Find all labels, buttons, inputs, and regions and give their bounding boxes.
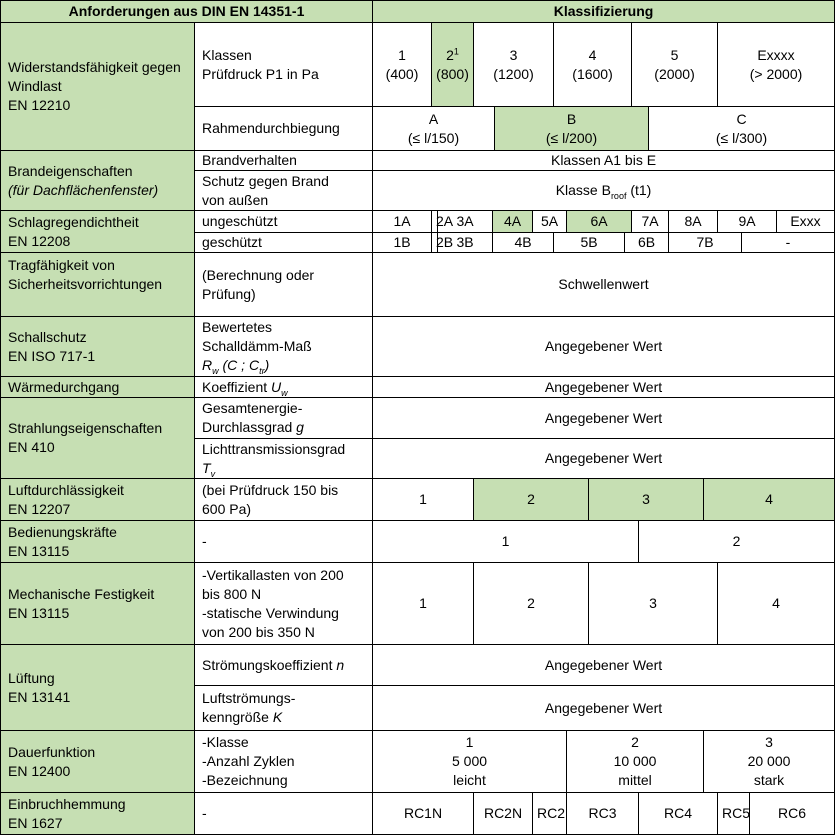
operating-row [1, 521, 835, 563]
safety-row [1, 253, 835, 317]
sound-symbol-r: R [202, 357, 213, 373]
sound-value: Angegebener Wert [373, 317, 835, 377]
air-class-cell: 3 [589, 479, 704, 521]
rain-protected-label: geschützt [195, 233, 373, 253]
wind-deflection-label: Rahmendurchbiegung [195, 107, 373, 151]
wind-param [195, 23, 373, 107]
header-classification: Klassifizierung [373, 1, 835, 23]
burglary-class-cell: RC5 [718, 793, 750, 835]
durability-class-cycles: 10 000 [613, 753, 657, 769]
air-class-cell: 1 [373, 479, 474, 521]
mechanical-class-cell: 3 [589, 563, 718, 645]
mechanical-param-line4: von 200 bis 350 N [202, 623, 315, 640]
operating-requirement [1, 521, 195, 563]
sound-symbol-c-sub: tr [259, 365, 265, 376]
air-class-cell: 2 [474, 479, 589, 521]
rain-requirement [1, 211, 195, 253]
heat-param-symbol: U [271, 378, 282, 395]
burglary-requirement [1, 793, 195, 835]
durability-param-line3: -Bezeichnung [202, 772, 288, 788]
fire-subtitle: (für Dachflächenfenster) [8, 181, 159, 198]
durability-title: Dauerfunktion [8, 743, 96, 760]
wind-class-label: 4 [588, 46, 597, 63]
fire-requirement [1, 151, 195, 211]
fire-external-line1: Schutz gegen Brand [202, 172, 329, 189]
ventilation-requirement [1, 645, 195, 731]
deflection-value: (≤ l/300) [715, 129, 768, 146]
heat-title: Wärmedurchgang [1, 377, 195, 398]
wind-class-value: (1600) [572, 65, 613, 82]
durability-class-label: 2 [631, 734, 639, 750]
durability-class-cycles: 20 000 [747, 753, 791, 769]
rain-unprotected-label: ungeschützt [195, 211, 373, 233]
air-title: Luftdurchlässigkeit [8, 481, 124, 498]
durability-row [1, 731, 835, 793]
rain-class-cell: 6A [567, 211, 632, 233]
fire-title: Brandeigenschaften [8, 162, 133, 179]
radiation-g-symbol: g [296, 419, 304, 435]
ventilation-flow-symbol: n [336, 656, 345, 673]
durability-class-cell [567, 731, 704, 793]
safety-param [195, 253, 373, 317]
durability-class-name: leicht [453, 772, 486, 788]
wind-deflection-cell [495, 107, 649, 151]
burglary-class-cell: RC6 [750, 793, 835, 835]
fire-behavior-label: Brandverhalten [195, 151, 373, 171]
wind-classes-row [1, 23, 835, 107]
rain-class-cell: 7B [669, 233, 742, 253]
radiation-requirement [1, 398, 195, 479]
safety-requirement [1, 253, 195, 317]
burglary-param: - [195, 793, 373, 835]
wind-param-line1: Klassen [202, 46, 252, 63]
rain-class-cell: - [742, 233, 835, 253]
deflection-value: (≤ l/200) [545, 129, 598, 146]
wind-class-value: (800) [436, 65, 469, 82]
fire-external-sub: roof [610, 190, 627, 201]
sound-norm: EN ISO 717-1 [8, 347, 96, 364]
mechanical-class-cell: 4 [718, 563, 835, 645]
ventilation-title: Lüftung [8, 669, 55, 686]
durability-class-name: stark [753, 772, 785, 788]
radiation-t-line1: Lichttransmissionsgrad [202, 440, 346, 457]
ventilation-norm: EN 13141 [8, 688, 71, 705]
rain-class-cell: 3A [438, 211, 493, 233]
wind-class-cell [474, 23, 554, 107]
radiation-t-symbol: T [202, 459, 211, 476]
rain-class-cell: 2A [432, 211, 438, 233]
wind-class-value: (2000) [654, 65, 695, 82]
rain-class-cell: 1B [373, 233, 432, 253]
ventilation-char-line2: kenngröße [202, 709, 273, 725]
wind-deflection-cell [373, 107, 495, 151]
deflection-label: B [566, 110, 577, 127]
safety-param-line1: (Berechnung oder [202, 266, 315, 283]
heat-param-sub: w [281, 387, 288, 398]
ventilation-flow-label: Strömungskoeffizient [202, 656, 337, 673]
safety-value: Schwellenwert [373, 253, 835, 317]
burglary-class-cell: RC2 [533, 793, 567, 835]
rain-class-cell: 8A [669, 211, 718, 233]
deflection-label: A [428, 110, 439, 127]
fire-behavior-row [1, 151, 835, 171]
fire-external-prefix: Klasse B [555, 182, 611, 198]
ventilation-char-param [195, 686, 373, 731]
wind-class-cell [554, 23, 632, 107]
operating-class-cell: 1 [373, 521, 639, 563]
rain-class-cell: 5A [533, 211, 567, 233]
heat-row [1, 377, 835, 398]
rain-class-cell: Exxx [777, 211, 835, 233]
wind-class-cell [632, 23, 718, 107]
durability-norm: EN 12400 [8, 762, 71, 779]
fire-behavior-value: Klassen A1 bis E [373, 151, 835, 171]
burglary-class-cell: RC2N [474, 793, 533, 835]
heat-value: Angegebener Wert [373, 377, 835, 398]
rain-class-cell: 6B [625, 233, 669, 253]
ventilation-char-line1: Luftströmungs- [202, 690, 296, 706]
rain-unprotected-row [1, 211, 835, 233]
mechanical-class-cell: 2 [474, 563, 589, 645]
burglary-class-cell: RC4 [639, 793, 718, 835]
radiation-g-value: Angegebener Wert [373, 398, 835, 439]
radiation-g-param [195, 398, 373, 439]
wind-requirement [1, 23, 195, 151]
wind-class-value: (1200) [493, 65, 534, 82]
radiation-t-value: Angegebener Wert [373, 439, 835, 479]
deflection-value: (≤ l/150) [407, 129, 460, 146]
rain-class-cell: 1A [373, 211, 432, 233]
wind-class-cell [718, 23, 835, 107]
burglary-class-cell: RC1N [373, 793, 474, 835]
sound-requirement [1, 317, 195, 377]
radiation-t-param [195, 439, 373, 479]
deflection-label: C [736, 110, 747, 127]
ventilation-char-value: Angegebener Wert [373, 686, 835, 731]
radiation-g-row [1, 398, 835, 439]
safety-title-line1: Tragfähigkeit von [8, 257, 115, 273]
durability-param-line2: -Anzahl Zyklen [202, 753, 295, 769]
radiation-g-line2: Durchlassgrad [202, 419, 297, 435]
mechanical-param-line2: bis 800 N [202, 585, 262, 602]
sound-symbol-close: ) [264, 357, 270, 373]
ventilation-char-symbol: K [272, 709, 283, 725]
durability-class-cell [704, 731, 835, 793]
mechanical-param-line3: -statische Verwindung [202, 604, 339, 621]
mechanical-norm: EN 13115 [8, 604, 70, 621]
air-requirement [1, 479, 195, 521]
operating-class-cell: 2 [639, 521, 835, 563]
sound-symbol-r-sub: w [212, 365, 219, 376]
rain-class-cell: 9A [718, 211, 777, 233]
wind-class-label: 2 [446, 46, 454, 63]
rain-class-cell: 2B [432, 233, 438, 253]
operating-norm: EN 13115 [8, 542, 70, 559]
ventilation-flow-value: Angegebener Wert [373, 645, 835, 686]
burglary-norm: EN 1627 [8, 814, 63, 831]
fire-external-label [195, 171, 373, 211]
sound-symbol-c: (C ; C [218, 357, 260, 373]
fire-external-suffix: (t1) [626, 182, 652, 198]
durability-param [195, 731, 373, 793]
rain-class-cell: 5B [554, 233, 625, 253]
fire-external-line2: von außen [202, 191, 269, 208]
rain-title: Schlagregendichtheit [8, 213, 139, 230]
radiation-title: Strahlungseigenschaften [8, 420, 163, 436]
wind-class-footnote: 1 [453, 45, 459, 56]
wind-class-label: 5 [670, 46, 679, 63]
rain-class-cell: 4A [493, 211, 533, 233]
wind-class-value: (> 2000) [749, 65, 803, 82]
sound-title: Schallschutz [8, 328, 87, 345]
fire-external-value [373, 171, 835, 211]
rain-norm: EN 12208 [8, 232, 71, 249]
heat-param-prefix: Koeffizient [202, 378, 272, 395]
radiation-t-sub: v [210, 468, 216, 479]
mechanical-param-line1: -Vertikallasten von 200 [202, 566, 344, 583]
wind-class-value: (400) [385, 65, 419, 82]
air-norm: EN 12207 [8, 500, 71, 517]
durability-class-label: 3 [765, 734, 773, 750]
mechanical-requirement [1, 563, 195, 645]
wind-param-line2: Prüfdruck P1 in Pa [202, 65, 319, 82]
air-class-cell: 4 [704, 479, 835, 521]
table-header-row [1, 1, 835, 23]
heat-param [195, 377, 373, 398]
radiation-g-line1: Gesamtenergie- [202, 400, 303, 416]
air-row [1, 479, 835, 521]
header-requirements: Anforderungen aus DIN EN 14351-1 [1, 1, 373, 23]
safety-title-line2: Sicherheitsvorrichtungen [8, 276, 163, 292]
wind-title: Widerstandsfähigkeit gegen Windlast [8, 59, 181, 94]
wind-class-label: Exxxx [757, 46, 795, 63]
wind-class-cell [373, 23, 432, 107]
rain-class-cell: 3B [438, 233, 493, 253]
wind-class-label: 1 [398, 46, 406, 63]
operating-param: - [195, 521, 373, 563]
sound-param-line3 [202, 356, 368, 375]
ventilation-flow-param [195, 645, 373, 686]
wind-class-cell [432, 23, 474, 107]
rain-class-cell: 7A [632, 211, 669, 233]
sound-param-line2: Schalldämm-Maß [202, 338, 312, 354]
mechanical-param [195, 563, 373, 645]
burglary-class-cell: RC3 [567, 793, 639, 835]
operating-title: Bedienungskräfte [8, 523, 117, 540]
sound-row [1, 317, 835, 377]
sound-param-line1: Bewertetes [202, 319, 273, 335]
mechanical-title: Mechanische Festigkeit [8, 585, 155, 602]
burglary-title: Einbruchhemmung [8, 795, 126, 812]
rain-class-cell: 4B [493, 233, 554, 253]
air-param-line2: 600 Pa) [202, 500, 252, 517]
safety-param-line2: Prüfung) [202, 285, 256, 302]
durability-param-line1: -Klasse [202, 734, 249, 750]
air-param-line1: (bei Prüfdruck 150 bis [202, 481, 339, 498]
mechanical-class-cell: 1 [373, 563, 474, 645]
burglary-row [1, 793, 835, 835]
durability-class-label: 1 [465, 734, 474, 750]
durability-requirement [1, 731, 195, 793]
wind-class-label: 3 [509, 46, 518, 63]
wind-norm: EN 12210 [8, 97, 71, 113]
durability-class-cycles: 5 000 [451, 753, 488, 769]
wind-deflection-cell [649, 107, 835, 151]
durability-class-name: mittel [618, 772, 652, 788]
radiation-norm: EN 410 [8, 439, 55, 455]
sound-param [195, 317, 373, 377]
ventilation-flow-row [1, 645, 835, 686]
air-param [195, 479, 373, 521]
mechanical-row [1, 563, 835, 645]
durability-class-cell [373, 731, 567, 793]
